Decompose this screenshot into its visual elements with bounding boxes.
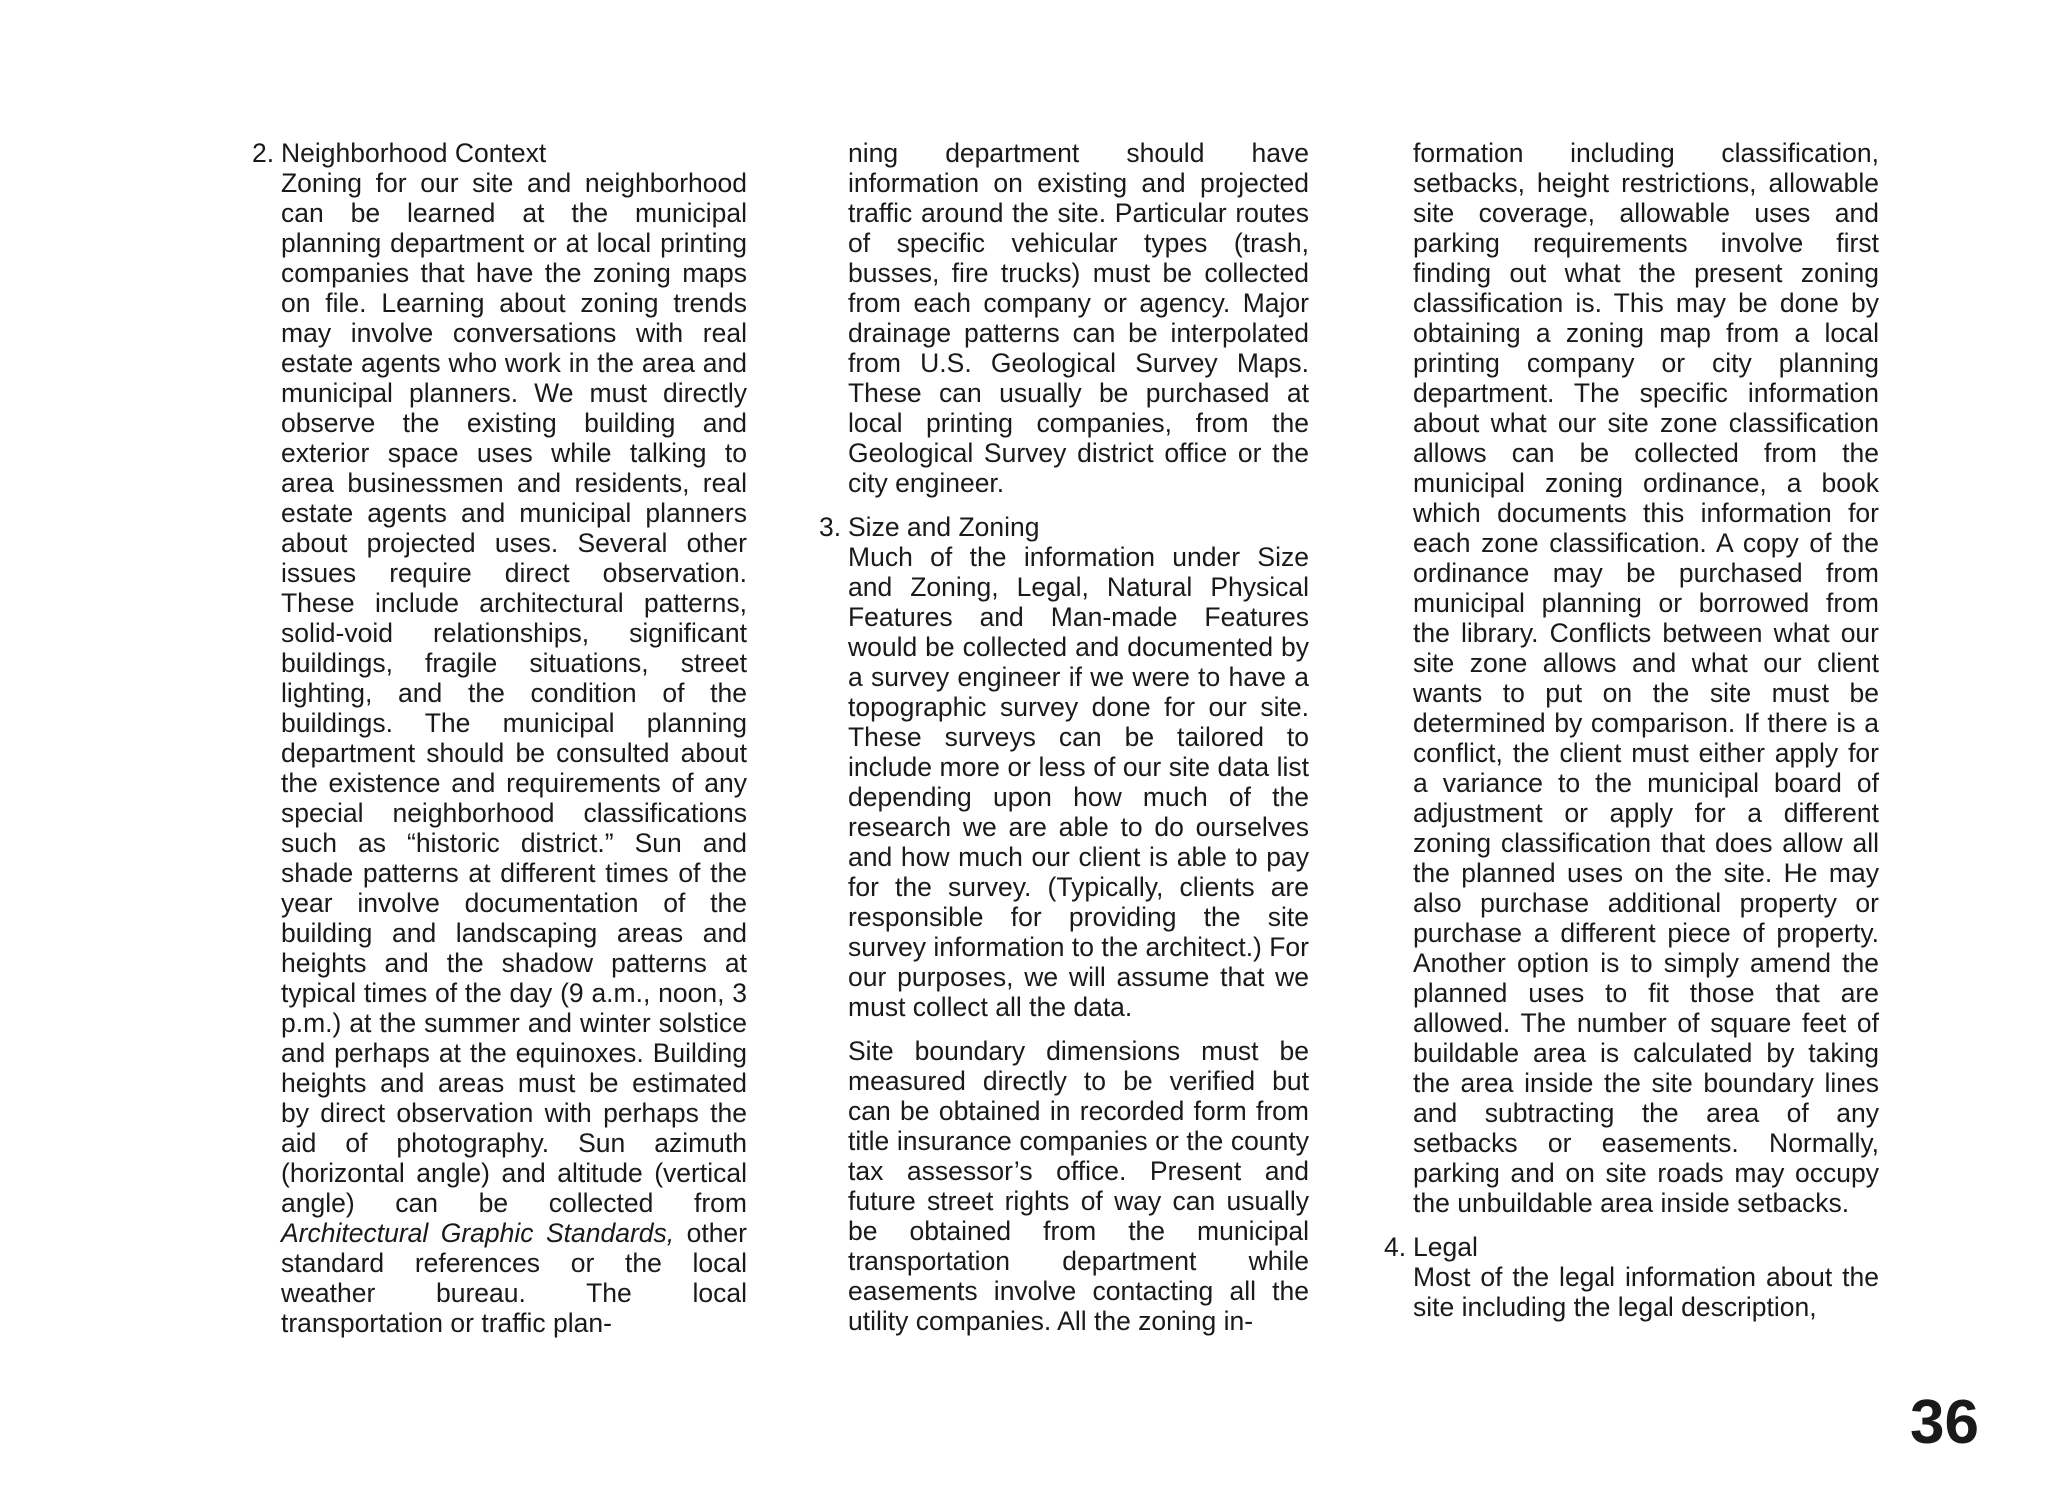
page-number: 36 — [1910, 1388, 1979, 1457]
section-body-paragraph — [252, 168, 747, 1338]
section-title: Neighborhood Context — [281, 138, 547, 168]
section-heading-neighborhood-context — [252, 138, 747, 168]
section-body-paragraph: Most of the legal information about the site including the legal description, — [1413, 1262, 1879, 1322]
section-body-paragraph: Much of the information under Size and Zoning, Legal, Natural Physical Features and Man-made Features would be collected and documented by a survey engineer if we were to have a topographic survey done for our site. These surveys can be tailored to include more or less of our site data list depending upon how much of the research we are able to do ourselves and how much our client is able to pay for the survey. (Typically, clients are responsible for providing the site survey information to the architect.) For our purposes, we will assume that we must collect all the data. — [848, 542, 1309, 1022]
continuation-paragraph: formation including classification, setbacks, height restrictions, allowable site coverage, allowable uses and parking requirements involve first finding out what the present zoning classification is. This may be done by obtaining a zoning map from a local printing company or city planning department. The specific information about what our site zone classification allows can be collected from the municipal zoning ordinance, a book which documents this information for each zone classification. A copy of the ordinance may be purchased from municipal planning or borrowed from the library. Conflicts between what our site zone allows and what our client wants to put on the site must be determined by comparison. If there is a conflict, the client must either apply for a variance to the municipal board of adjustment or apply for a different zoning classification that does allow all the planned uses on the site. He may also purchase additional property or purchase a different piece of property. Another option is to simply amend the planned uses to fit those that are allowed. The number of square feet of buildable area is calculated by taking the area inside the site boundary lines and subtracting the area of any setbacks or easements. Normally, parking and on site roads may occupy the unbuildable area inside setbacks. — [1413, 138, 1879, 1218]
section-number: 4. — [1384, 1232, 1407, 1262]
text-column-2 — [819, 138, 1309, 1336]
text-column-1 — [252, 138, 747, 1338]
section-heading-size-and-zoning — [819, 512, 1309, 542]
text-column-3 — [1384, 138, 1879, 1322]
section-title: Size and Zoning — [848, 512, 1040, 542]
section-number: 2. — [252, 138, 275, 168]
body-text: Zoning for our site and neighborhood can be learned at the municipal planning department or at local printing companies that have the zoning maps on file. Learning about zoning trends may involve conversations with real estate agents who work in the area and municipal planners. We must directly observe the existing building and exterior space uses while talking to area businessmen and residents, real estate agents and municipal planners about projected uses. Several other issues require direct observation. These include architectural patterns, solid-void relationships, significant buildings, fragile situations, street lighting, and the condition of the buildings. The municipal planning department should be consulted about the existence and requirements of any special neighborhood classifications such as “historic district.” Sun and shade patterns at different times of the year involve documentation of the building and landscaping areas and heights and the shadow patterns at typical times of the day (9 a.m., noon, 3 p.m.) at the summer and winter solstice and perhaps at the equinoxes. Building heights and areas must be estimated by direct observation with perhaps the aid of photography. Sun azimuth (horizontal angle) and altitude (vertical angle) can be collected from — [281, 168, 747, 1218]
section-number: 3. — [819, 512, 842, 542]
section-body-paragraph: Site boundary dimensions must be measured directly to be verified but can be obtained in recorded form from title insurance companies or the county tax assessor’s office. Present and future street rights of way can usually be obtained from the municipal transportation department while easements involve contacting all the utility companies. All the zoning in- — [848, 1036, 1309, 1336]
book-title: Architectural Graphic Standards, — [281, 1218, 675, 1248]
body-text: other standard references or the local weather bureau. The local transportation or traffic plan- — [281, 1218, 747, 1338]
section-heading-legal — [1384, 1232, 1879, 1262]
continuation-paragraph: ning department should have information on existing and projected traffic around the site. Particular routes of specific vehicular types (trash, busses, fire trucks) must be collected from each company or agency. Major drainage patterns can be interpolated from U.S. Geological Survey Maps. These can usually be purchased at local printing companies, from the Geological Survey district office or the city engineer. — [848, 138, 1309, 498]
section-title: Legal — [1413, 1232, 1478, 1262]
